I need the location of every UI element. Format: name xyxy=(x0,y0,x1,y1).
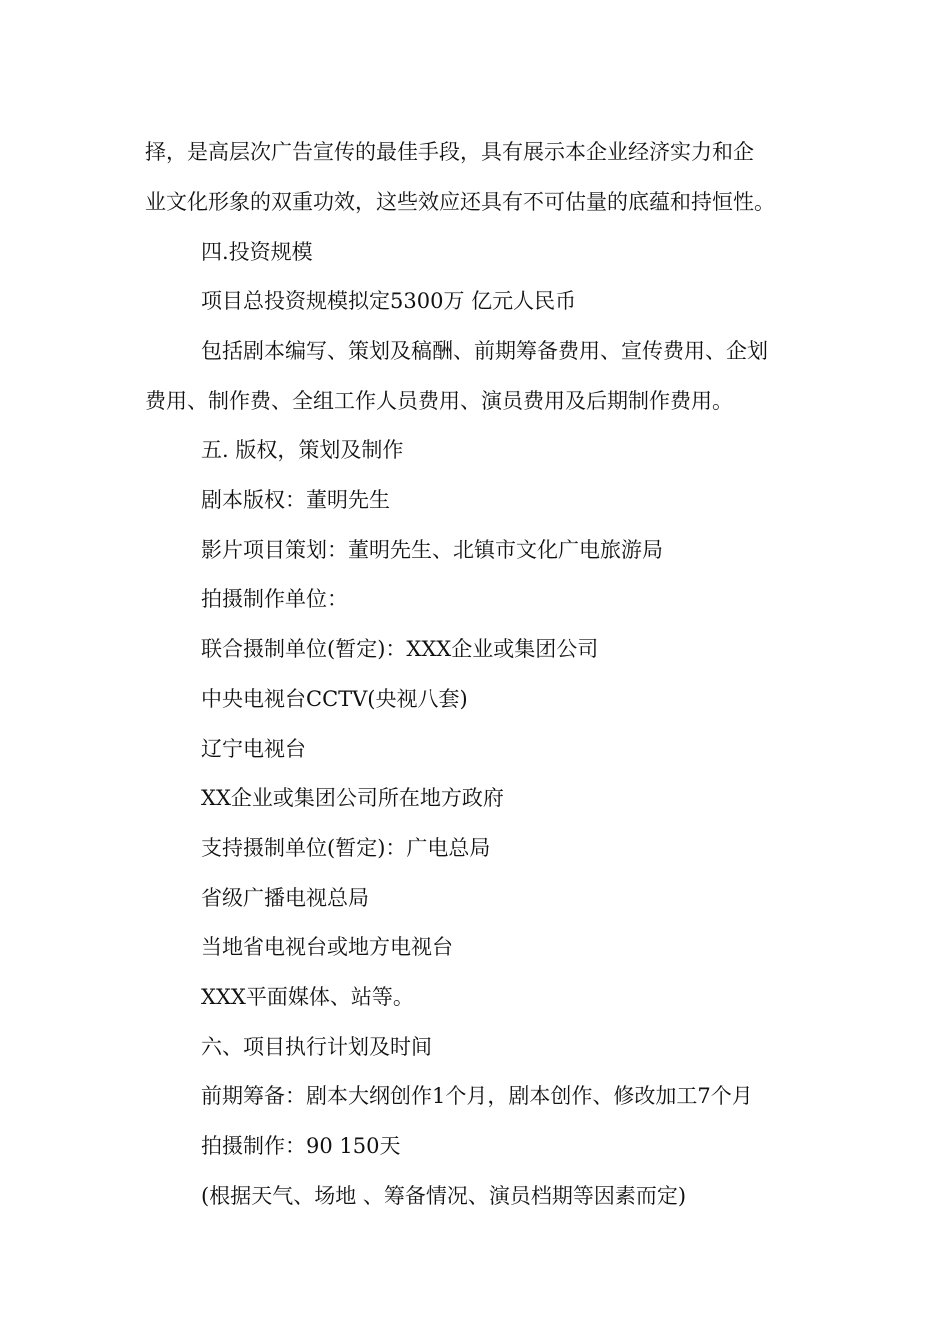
paragraph-line: 择，是高层次广告宣传的最佳手段，具有展示本企业经济实力和企 xyxy=(145,140,754,164)
section-heading: 四.投资规模 xyxy=(201,240,313,264)
paragraph-line: 拍摄制作单位： xyxy=(201,587,348,611)
paragraph-line: 拍摄制作：90 150天 xyxy=(201,1134,401,1158)
paragraph-line: 辽宁电视台 xyxy=(201,737,306,761)
paragraph-line: 包括剧本编写、策划及稿酬、前期筹备费用、宣传费用、企划 xyxy=(201,339,768,363)
section-heading: 六、项目执行计划及时间 xyxy=(201,1035,432,1059)
paragraph-line: XX企业或集团公司所在地方政府 xyxy=(201,786,504,810)
paragraph-line: 前期筹备：剧本大纲创作1个月，剧本创作、修改加工7个月 xyxy=(201,1084,753,1108)
paragraph-line: 剧本版权：董明先生 xyxy=(201,488,390,512)
paragraph-line: 联合摄制单位(暂定)：XXX企业或集团公司 xyxy=(201,637,599,661)
paragraph-line: 费用、制作费、全组工作人员费用、演员费用及后期制作费用。 xyxy=(145,389,733,413)
paragraph-line: 业文化形象的双重功效，这些效应还具有不可估量的底蕴和持恒性。 xyxy=(145,190,775,214)
paragraph-line: 支持摄制单位(暂定)：广电总局 xyxy=(201,836,491,860)
paragraph-line: (根据天气、场地 、筹备情况、演员档期等因素而定) xyxy=(201,1184,687,1208)
section-heading: 五. 版权，策划及制作 xyxy=(201,438,404,462)
paragraph-line: 影片项目策划：董明先生、北镇市文化广电旅游局 xyxy=(201,538,663,562)
paragraph-line: 项目总投资规模拟定5300万 亿元人民币 xyxy=(201,289,577,313)
paragraph-line: 省级广播电视总局 xyxy=(201,886,369,910)
paragraph-line: XXX平面媒体、站等。 xyxy=(201,985,414,1009)
paragraph-line: 当地省电视台或地方电视台 xyxy=(201,935,453,959)
paragraph-line: 中央电视台CCTV(央视八套) xyxy=(201,687,468,711)
